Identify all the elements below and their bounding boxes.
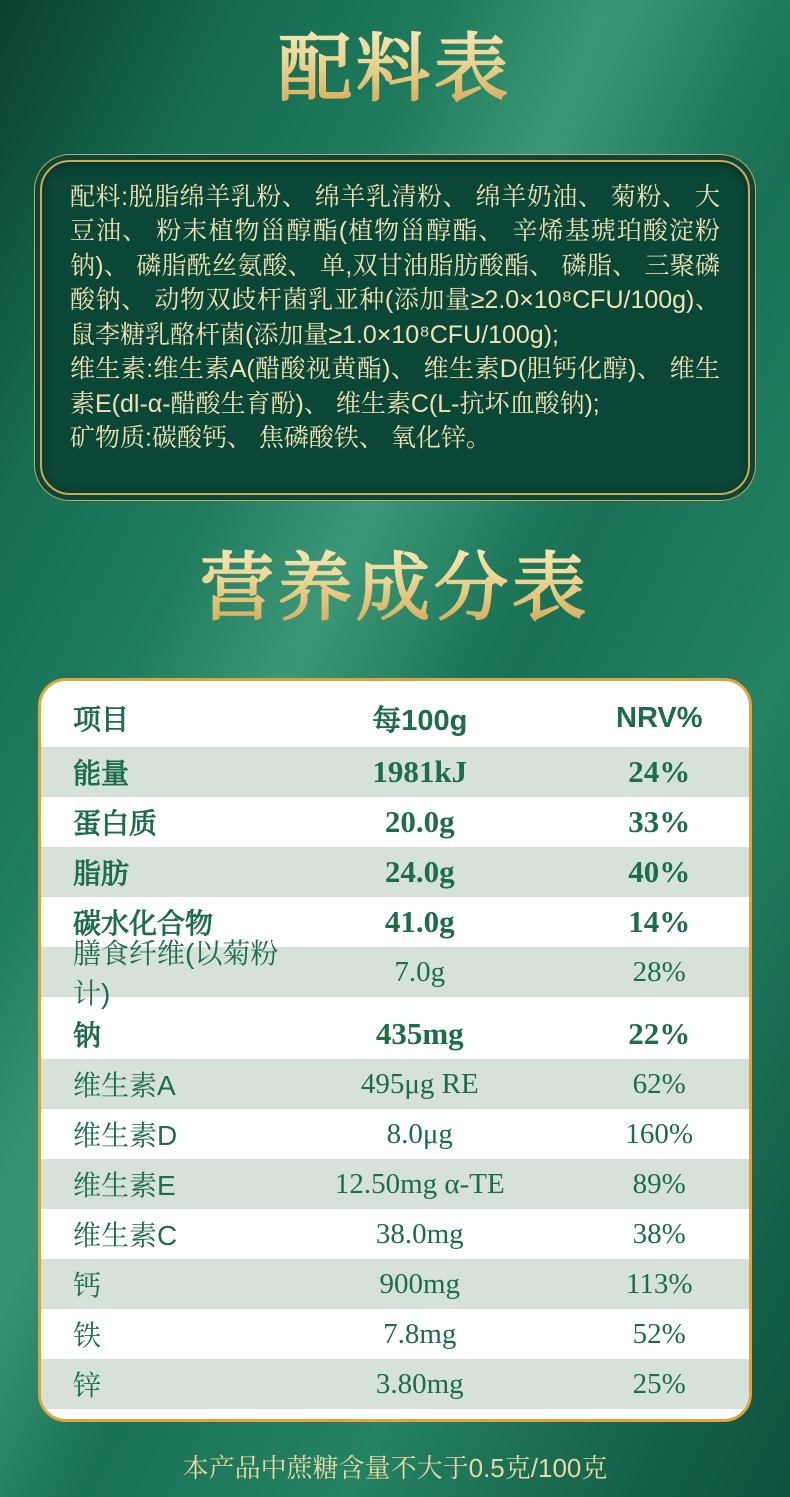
nutrient-nrv: 28%	[632, 955, 686, 988]
nutrient-label: 能量	[73, 758, 130, 790]
header-item: 项目	[73, 704, 130, 736]
nutrient-value: 24.0g	[384, 854, 455, 890]
nutrient-value: 20.0g	[384, 804, 455, 840]
nutrition-table	[38, 678, 752, 1422]
nutrient-value: 1981kJ	[372, 754, 468, 790]
nutrient-value: 495μg RE	[360, 1067, 479, 1100]
nutrient-value: 435mg	[375, 1016, 464, 1052]
nutrient-value: 3.80mg	[375, 1367, 464, 1400]
ingredients-title-wrap	[0, 0, 790, 108]
nutrient-value: 900mg	[379, 1267, 461, 1300]
table-row	[41, 747, 749, 797]
nutrition-title-wrap	[0, 545, 790, 629]
table-row	[41, 1159, 749, 1209]
nutrient-nrv: 40%	[628, 854, 691, 890]
nutrient-label: 碳水化合物	[73, 908, 214, 940]
table-row	[41, 1109, 749, 1159]
nutrition-title: 营养成分表	[200, 545, 590, 629]
nutrient-label: 钠	[73, 1020, 102, 1052]
table-row	[41, 1259, 749, 1309]
nutrient-nrv: 160%	[625, 1117, 694, 1150]
table-row	[41, 1209, 749, 1259]
nutrient-nrv: 38%	[632, 1217, 686, 1250]
nutrient-label: 钙	[73, 1270, 102, 1302]
nutrient-nrv: 22%	[628, 1016, 691, 1052]
header-per100g: 每100g	[372, 704, 468, 737]
table-row	[41, 797, 749, 847]
table-row	[41, 847, 749, 897]
nutrient-label: 铁	[73, 1320, 102, 1352]
nutrient-nrv: 33%	[628, 804, 691, 840]
nutrient-nrv: 52%	[632, 1317, 686, 1350]
nutrient-nrv: 25%	[632, 1367, 686, 1400]
nutrient-value: 7.0g	[394, 955, 446, 988]
nutrient-value: 8.0μg	[386, 1117, 453, 1150]
ingredients-panel	[40, 160, 750, 495]
nutrient-nrv: 113%	[625, 1267, 693, 1300]
nutrient-label: 维生素E	[73, 1170, 176, 1202]
ingredients-title: 配料表	[278, 27, 512, 110]
table-row	[41, 1309, 749, 1359]
nutrient-label: 脂肪	[73, 858, 130, 890]
nutrient-value: 12.50mg α-TE	[334, 1167, 505, 1200]
table-row	[41, 1059, 749, 1109]
table-row	[41, 938, 749, 1010]
header-nrv: NRV%	[616, 701, 703, 734]
ingredients-paragraph: 维生素:维生素A(醋酸视黄酯)、 维生素D(胆钙化醇)、 维生素E(dl-α-醋酸生育酚)、 维生素C(L-抗坏血酸钠);	[70, 355, 720, 418]
nutrient-label: 蛋白质	[73, 808, 158, 840]
nutrient-label: 膳食纤维(以菊粉计)	[73, 938, 279, 1010]
ingredients-paragraph: 矿物质:碳酸钙、 焦磷酸铁、 氧化锌。	[70, 424, 491, 453]
ingredients-paragraph: 配料:脱脂绵羊乳粉、 绵羊乳清粉、 绵羊奶油、 菊粉、 大豆油、 粉末植物甾醇酯(植物甾醇酯、 辛烯基琥珀酸淀粉钠)、 磷脂酰丝氨酸、 单,双甘油脂肪酸酯、 磷脂、 三聚磷酸钠、 动物双歧杆菌乳亚种(添加量≥2.0×10⁸CFU/100g)、 鼠李糖乳酪杆菌(添加量≥1.0×10⁸CFU/100g);	[70, 182, 720, 349]
table-header-row	[41, 689, 749, 747]
table-row	[41, 1009, 749, 1059]
nutrient-nrv: 14%	[628, 904, 691, 940]
nutrient-label: 维生素A	[73, 1070, 176, 1102]
nutrient-value: 41.0g	[384, 904, 455, 940]
nutrient-label: 锌	[73, 1370, 102, 1402]
nutrient-label: 维生素D	[73, 1120, 178, 1152]
nutrition-rows	[41, 747, 749, 1409]
nutrient-label: 维生素C	[73, 1220, 178, 1252]
nutrient-nrv: 89%	[632, 1167, 686, 1200]
nutrient-value: 38.0mg	[375, 1217, 464, 1250]
table-row	[41, 1359, 749, 1409]
sucrose-note: 本产品中蔗糖含量不大于0.5克/100克	[182, 1453, 608, 1484]
nutrient-nrv: 62%	[632, 1067, 686, 1100]
nutrient-nrv: 24%	[628, 754, 691, 790]
nutrient-value: 7.8mg	[383, 1317, 457, 1350]
